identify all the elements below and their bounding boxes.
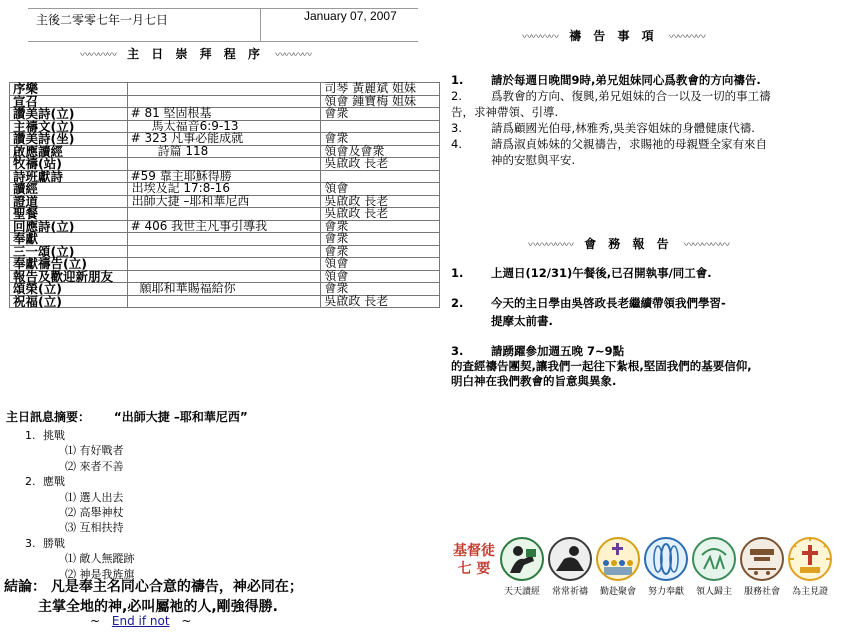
program-content: 願耶和華賜福給你 bbox=[127, 283, 321, 296]
outline-num: 3. bbox=[25, 536, 36, 550]
divider bbox=[260, 9, 261, 41]
announce-item: 2. 今天的主日學由吳啓政長老繼續帶領我們學習- bbox=[451, 296, 726, 310]
essential-6-icon bbox=[740, 537, 784, 581]
program-person: 吳啟政 長老 bbox=[321, 158, 440, 171]
program-item: 宣召 bbox=[10, 95, 128, 108]
announce-item: 1. 上週日(12/31)午餐後,已召開執事/同工會. bbox=[451, 266, 712, 280]
program-item: 牧禱(站) bbox=[10, 158, 128, 171]
program-person: 領會 bbox=[321, 270, 440, 283]
program-item: 詩班獻詩 bbox=[10, 170, 128, 183]
program-content: # 323 凡事必能成就 bbox=[127, 133, 321, 146]
essential-2-icon bbox=[548, 537, 592, 581]
program-row bbox=[10, 220, 440, 233]
announce-item-cont: 明白神在我們教會的旨意與異象. bbox=[451, 374, 617, 388]
program-person: 會衆 bbox=[321, 220, 440, 233]
outline-sub-item: ⑵ 高舉神杖 bbox=[65, 506, 124, 520]
program-row bbox=[10, 233, 440, 246]
essential-4-icon bbox=[644, 537, 688, 581]
prayer-item: 4. 請爲淑貞姊妹的父親禱告，求賜祂的母親暨全家有來自 bbox=[451, 137, 767, 151]
announce-title-row bbox=[528, 233, 729, 252]
program-title-row bbox=[80, 43, 311, 62]
program-item: 回應詩(立) bbox=[10, 220, 128, 233]
program-item: 頌榮(立) bbox=[10, 283, 128, 296]
wave-ornament-left-icon: 〰〰〰〰 bbox=[522, 32, 558, 43]
program-item: 主禱文(立) bbox=[10, 120, 128, 133]
program-content bbox=[127, 233, 321, 246]
essential-caption: 為主見證 bbox=[791, 587, 828, 597]
program-item: 聖餐 bbox=[10, 208, 128, 221]
program-content: 出埃及記 17:8-16 bbox=[127, 183, 321, 196]
outline-sub-item: ⑶ 互相扶持 bbox=[65, 521, 124, 535]
announce-item-cont: 的查經禱告團契,讓我們一起往下紮根,堅固我們的基要信仰, bbox=[451, 359, 752, 373]
outline-num: 2. bbox=[25, 475, 36, 489]
wave-ornament-left-icon: 〰〰〰〰 bbox=[80, 50, 116, 61]
outline-sub-item: ⑴ 敵人無蹤跡 bbox=[65, 552, 135, 566]
sermon-summary bbox=[6, 408, 248, 425]
essential-caption: 服務社會 bbox=[743, 587, 780, 597]
program-content: 馬太福音6:9-13 bbox=[127, 120, 321, 133]
prayer-item: 2. 爲教會的方向、復興,弟兄姐妹的合一以及一切的事工禱 bbox=[451, 89, 771, 103]
program-item: 讚美詩(立) bbox=[10, 108, 128, 121]
essential-caption: 努力奉獻 bbox=[647, 587, 684, 597]
program-person: 吳啟政 長老 bbox=[321, 195, 440, 208]
program-person: 會衆 bbox=[321, 245, 440, 258]
essential-caption: 天天讀經 bbox=[503, 587, 540, 597]
program-item: 報告及歡迎新朋友 bbox=[10, 270, 128, 283]
english-date: January 07, 2007 bbox=[304, 9, 397, 23]
end-text: End if not bbox=[111, 614, 170, 628]
prayer-item-cont: 告，求神帶領、引導. bbox=[451, 105, 559, 119]
prayer-item-cont: 神的安慰與平安. bbox=[491, 153, 576, 167]
tilde-left: ~ bbox=[90, 614, 101, 628]
prayer-list bbox=[451, 72, 841, 168]
program-content bbox=[127, 295, 321, 308]
conclusion-line-1: 結論： 凡是奉主名同心合意的禱告，神必同在； bbox=[4, 579, 303, 595]
worship-program-table bbox=[9, 82, 440, 308]
program-item: 祝福(立) bbox=[10, 295, 128, 308]
sermon-outline bbox=[25, 428, 135, 582]
program-person: 吳啟政 長老 bbox=[321, 208, 440, 221]
sermon-label: 主日訊息摘要： bbox=[6, 410, 91, 424]
announce-list bbox=[451, 265, 841, 389]
program-item: 啟應讀經 bbox=[10, 145, 128, 158]
program-content: # 81 堅固根基 bbox=[127, 108, 321, 121]
essential-3-icon bbox=[596, 537, 640, 581]
outline-title: 挑戰 bbox=[43, 429, 65, 442]
program-content bbox=[127, 83, 321, 96]
sermon-title: “出師大捷 –耶和華尼西” bbox=[113, 410, 248, 424]
seven-label: 基督徒 七 要 bbox=[453, 543, 495, 577]
tilde-right: ~ bbox=[181, 614, 192, 628]
program-person: 領會 bbox=[321, 183, 440, 196]
essential-1-icon bbox=[500, 537, 544, 581]
program-item: 讀經 bbox=[10, 183, 128, 196]
program-content: #59 靠主耶穌得勝 bbox=[127, 170, 321, 183]
program-person: 領會及會衆 bbox=[321, 145, 440, 158]
outline-title: 勝戰 bbox=[43, 536, 65, 550]
program-item: 奉獻禱告(立) bbox=[10, 258, 128, 271]
announce-item-cont: 提摩太前書. bbox=[491, 314, 553, 328]
essential-caption: 領人歸主 bbox=[695, 587, 732, 597]
outline-sub-item: ⑴ 選人出去 bbox=[65, 490, 124, 504]
outline-sub-item: ⑵ 神是我旌旗 bbox=[65, 567, 135, 581]
program-person: 司琴 黃麗斌 姐妹 bbox=[321, 83, 440, 96]
outline-section bbox=[25, 536, 135, 551]
program-person: 領會 bbox=[321, 258, 440, 271]
prayer-title-row bbox=[522, 25, 705, 44]
program-item: 證道 bbox=[10, 195, 128, 208]
announce-title: 會 務 報 告 bbox=[584, 237, 673, 251]
announce-item: 3. 請踴躍參加週五晚 7~9點 bbox=[451, 344, 625, 358]
program-row bbox=[10, 295, 440, 308]
program-content: # 406 我世主凡事引導我 bbox=[127, 220, 321, 233]
essential-caption: 常常祈禱 bbox=[551, 587, 588, 597]
wave-ornament-left-icon: 〰〰〰〰〰 bbox=[528, 240, 573, 251]
program-person: 領會 鍾寶梅 姐妹 bbox=[321, 95, 440, 108]
program-item: 奉獻 bbox=[10, 233, 128, 246]
program-person: 會衆 bbox=[321, 283, 440, 296]
wave-ornament-right-icon: 〰〰〰〰 bbox=[668, 32, 705, 43]
outline-section bbox=[25, 474, 135, 489]
program-person: 會衆 bbox=[321, 133, 440, 146]
program-title: 主 日 崇 拜 程 序 bbox=[127, 47, 264, 61]
outline-sub-item: ⑵ 來者不善 bbox=[65, 459, 124, 473]
program-content: 出師大捷 –耶和華尼西 bbox=[127, 195, 321, 208]
program-content: 詩篇 118 bbox=[127, 145, 321, 158]
program-person: 吳啟政 長老 bbox=[321, 295, 440, 308]
essential-5-icon bbox=[692, 537, 736, 581]
date-header bbox=[28, 8, 418, 42]
program-person: 會衆 bbox=[321, 108, 440, 121]
outline-num: 1. bbox=[25, 429, 36, 442]
program-row bbox=[10, 95, 440, 108]
program-content bbox=[127, 245, 321, 258]
chinese-date: 主後二零零七年一月七日 bbox=[36, 13, 169, 27]
prayer-item: 1. 請於每週日晚間9時,弟兄姐妹同心爲教會的方向禱告. bbox=[451, 73, 761, 87]
conclusion-line-2: 主掌全地的神,必叫屬祂的人,剛強得勝. bbox=[38, 599, 278, 615]
essential-7-icon bbox=[788, 537, 832, 581]
program-person: 會衆 bbox=[321, 233, 440, 246]
wave-ornament-right-icon: 〰〰〰〰〰 bbox=[683, 240, 729, 251]
prayer-title: 禱 告 事 項 bbox=[569, 29, 658, 43]
prayer-item: 3. 請爲顧國光伯母,林雅秀,吳美容姐妹的身體健康代禱. bbox=[451, 121, 755, 135]
essential-caption: 勤赴聚會 bbox=[599, 587, 636, 597]
program-item: 讚美詩(坐) bbox=[10, 133, 128, 146]
wave-ornament-right-icon: 〰〰〰〰 bbox=[275, 50, 312, 61]
outline-section bbox=[25, 428, 135, 443]
outline-title: 應戰 bbox=[43, 475, 65, 489]
program-content bbox=[127, 258, 321, 271]
end-line bbox=[90, 614, 191, 628]
program-item: 序樂 bbox=[10, 83, 128, 96]
program-item: 三一頌(立) bbox=[10, 245, 128, 258]
outline-sub-item: ⑴ 有好戰者 bbox=[65, 444, 124, 458]
